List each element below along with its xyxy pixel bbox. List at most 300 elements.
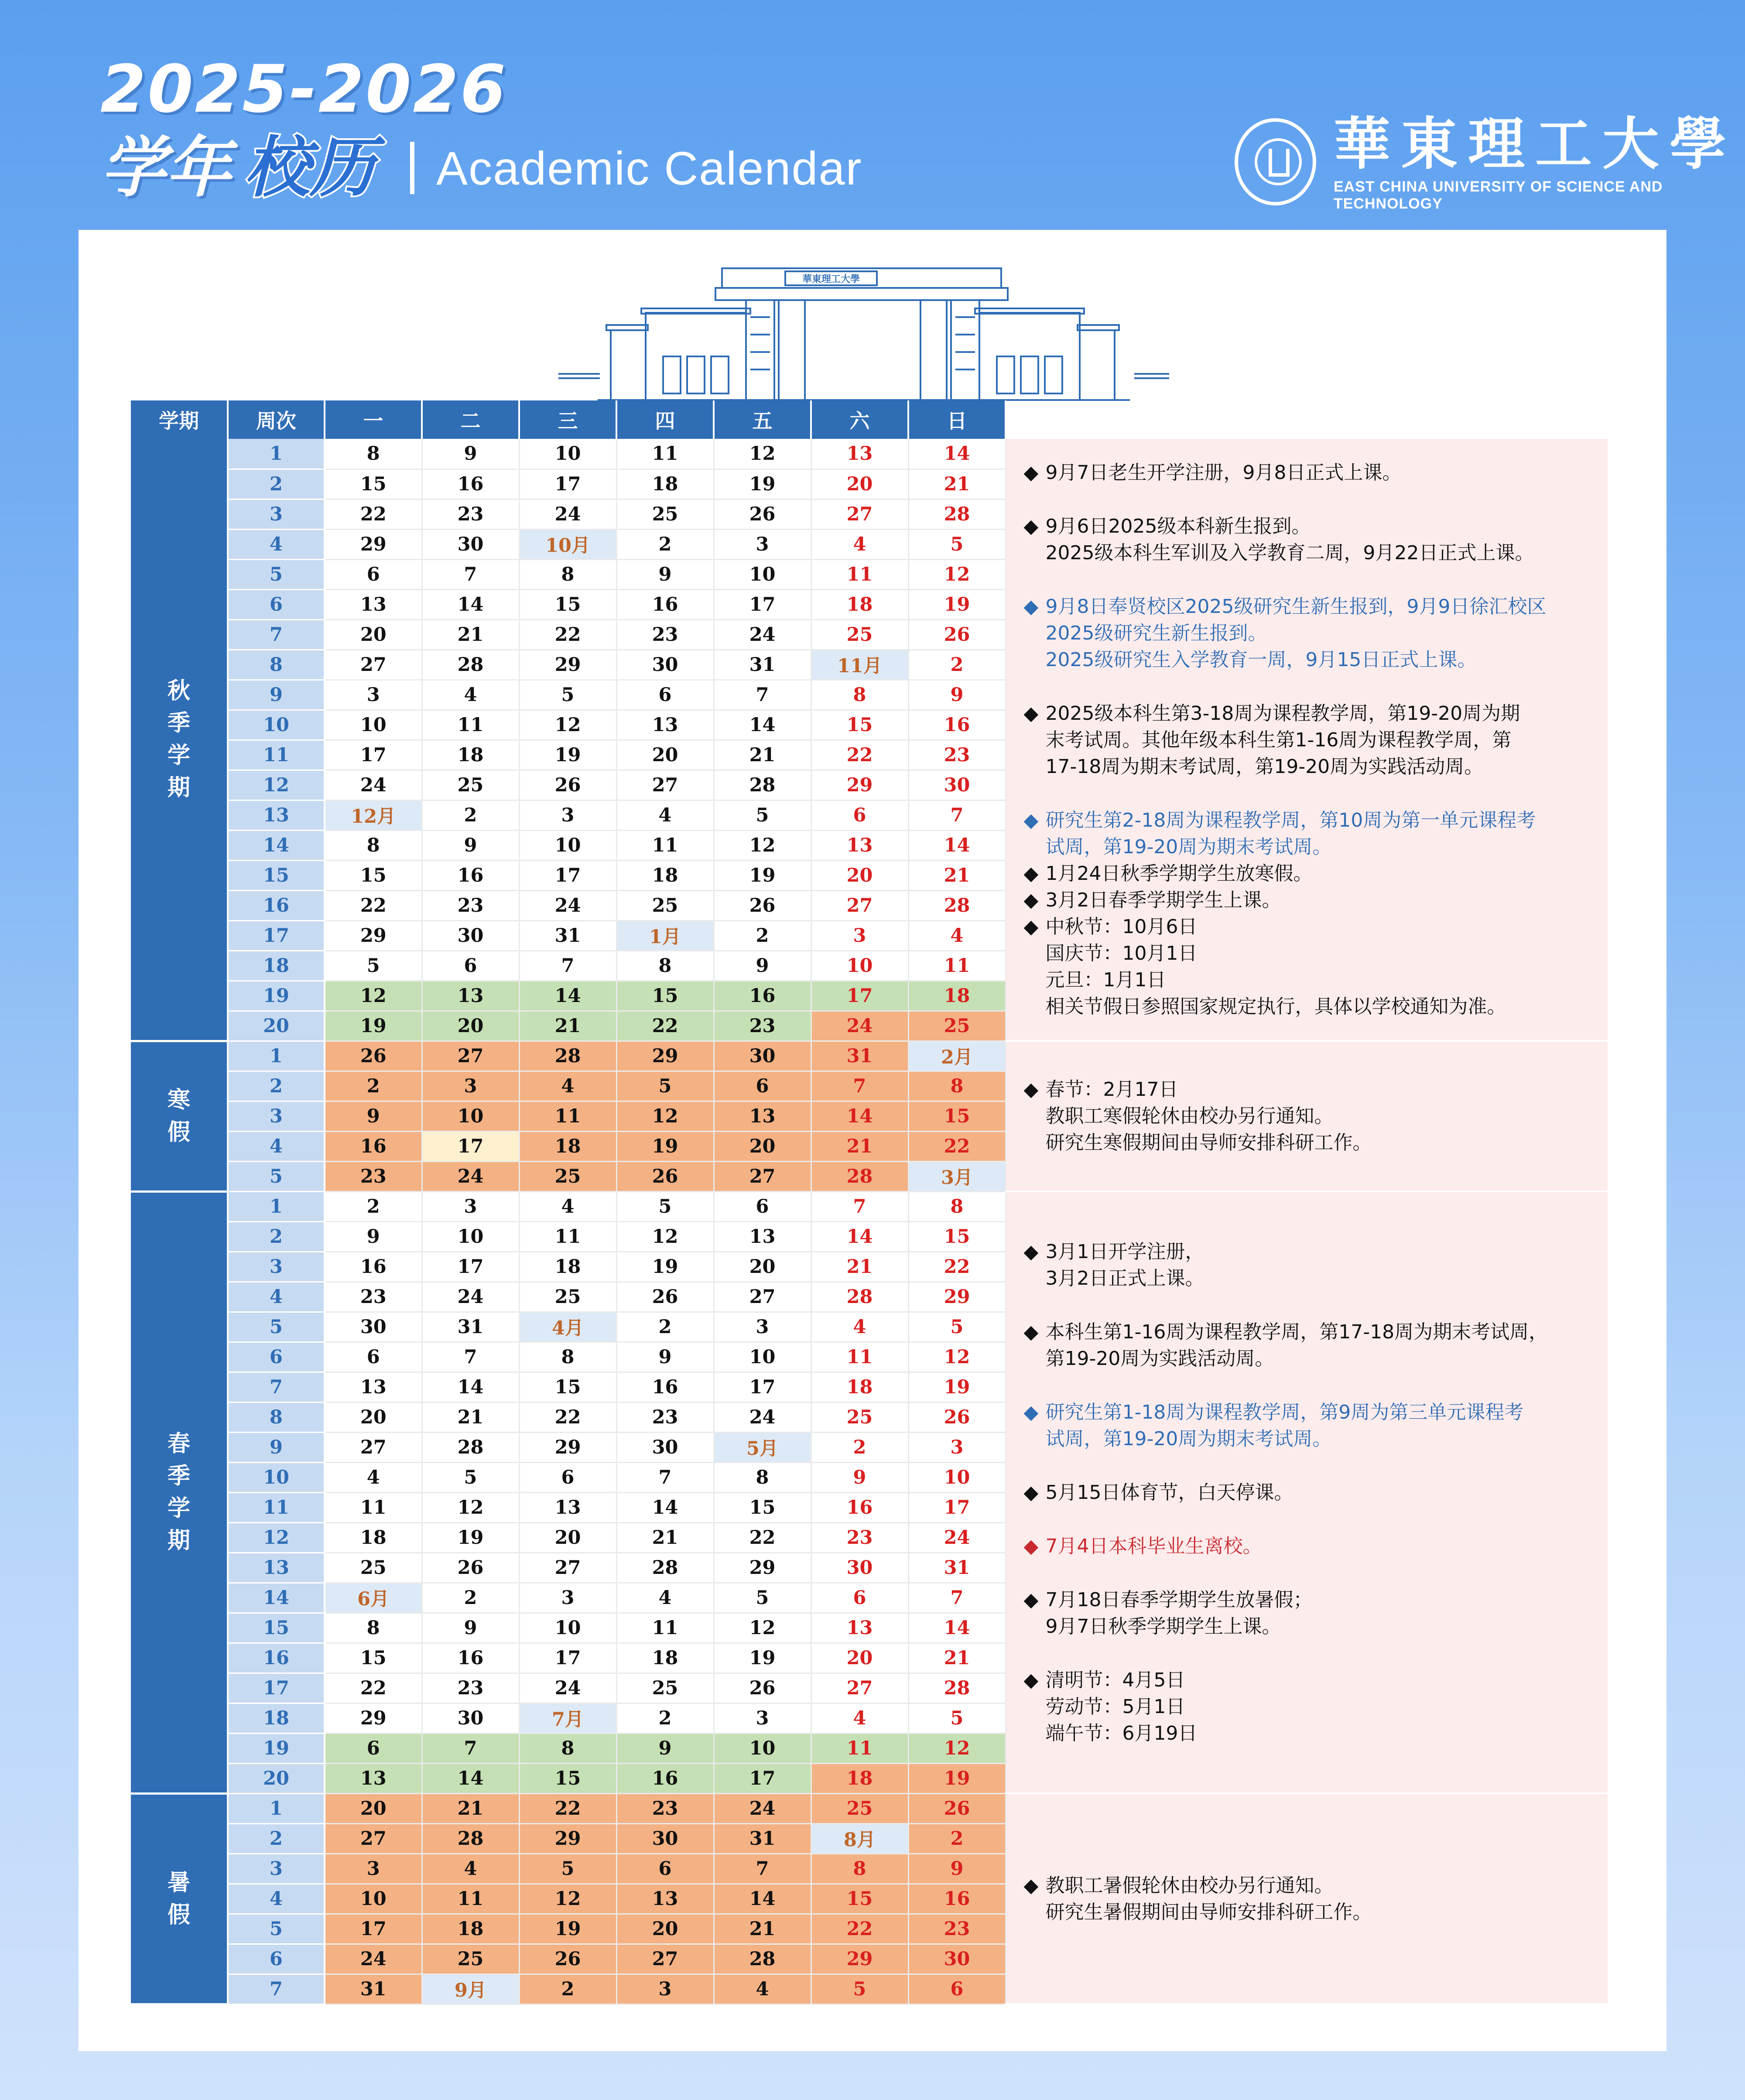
day-cell: 19	[714, 1643, 811, 1673]
day-cell: 7	[811, 1071, 908, 1101]
day-cell: 22	[519, 1793, 616, 1823]
note-text: 2025级本科生第3-18周为课程教学周，第19-20周为期 末考试周。其他年级本科生第1-16周为课程教学周，第 17-18周为期末考试周，第19-20周为实践活动周。	[1045, 702, 1520, 778]
day-cell: 4	[519, 1071, 616, 1101]
day-cell: 7	[422, 1733, 519, 1763]
day-cell: 5	[616, 1191, 714, 1221]
year-title: 2025-2026	[100, 51, 508, 127]
day-cell: 5	[519, 1854, 616, 1884]
day-cell: 19	[422, 1522, 519, 1553]
day-cell: 6	[325, 1342, 422, 1372]
day-cell: 4	[616, 800, 714, 830]
day-cell: 27	[811, 890, 908, 920]
week-number: 5	[228, 1312, 325, 1342]
term-name-text: 暑假	[167, 1869, 190, 1928]
day-cell: 2月	[908, 1041, 1006, 1071]
day-cell: 2	[519, 1974, 616, 2004]
day-cell: 16	[616, 1372, 714, 1402]
day-cell: 13	[325, 1763, 422, 1793]
day-cell: 29	[325, 529, 422, 559]
week-number: 7	[228, 1372, 325, 1402]
day-cell: 25	[519, 1161, 616, 1191]
week-number: 10	[228, 1462, 325, 1492]
day-cell: 6	[714, 1191, 811, 1221]
day-cell: 28	[714, 770, 811, 800]
day-cell: 31	[811, 1041, 908, 1071]
day-cell: 2	[908, 1823, 1006, 1854]
note-item	[1024, 807, 1591, 860]
day-cell: 24	[908, 1522, 1006, 1553]
day-cell: 21	[422, 1793, 519, 1823]
header-day-2: 一	[325, 400, 422, 439]
day-cell: 9	[616, 559, 714, 589]
day-cell: 9	[908, 680, 1006, 710]
day-cell: 16	[325, 1131, 422, 1161]
note-text: 本科生第1-16周为课程教学周，第17-18周为期末考试周， 第19-20周为实践活动周。	[1045, 1320, 1548, 1370]
diamond-bullet-icon: ◆	[1023, 1481, 1039, 1504]
day-cell: 22	[811, 1914, 908, 1944]
diamond-bullet-icon: ◆	[1023, 515, 1039, 537]
day-cell: 18	[908, 981, 1006, 1011]
day-cell: 29	[714, 1553, 811, 1583]
day-cell: 20	[325, 619, 422, 650]
day-cell: 7	[616, 1462, 714, 1492]
day-cell: 21	[908, 469, 1006, 499]
day-cell: 25	[811, 1793, 908, 1823]
day-cell: 21	[422, 1402, 519, 1432]
week-number: 15	[228, 1613, 325, 1643]
week-number: 20	[228, 1763, 325, 1793]
day-cell: 29	[811, 1944, 908, 1974]
day-cell: 17	[422, 1252, 519, 1282]
day-cell: 21	[908, 860, 1006, 890]
day-cell: 24	[519, 1673, 616, 1703]
note-text: 3月1日开学注册， 3月2日正式上课。	[1045, 1240, 1204, 1289]
day-cell: 3	[616, 1974, 714, 2004]
note-item	[1024, 1587, 1591, 1640]
note-text: 中秋节：10月6日 国庆节：10月1日 元旦：1月1日 相关节假日参照国家规定执行，具体以学校通知为准。	[1045, 915, 1506, 1018]
day-cell: 27	[422, 1041, 519, 1071]
day-cell: 31	[422, 1312, 519, 1342]
week-number: 1	[228, 1191, 325, 1221]
day-cell: 18	[811, 589, 908, 619]
day-cell: 14	[811, 1101, 908, 1131]
day-cell: 8月	[811, 1823, 908, 1854]
week-number: 6	[228, 589, 325, 619]
day-cell: 3月	[908, 1161, 1006, 1191]
term-name	[131, 439, 228, 1041]
day-cell: 6	[616, 680, 714, 710]
day-cell: 8	[616, 951, 714, 981]
day-cell: 18	[811, 1372, 908, 1402]
note-item	[1024, 1399, 1591, 1452]
day-cell: 10	[714, 1733, 811, 1763]
day-cell: 4	[325, 1462, 422, 1492]
header-term: 学期	[131, 400, 228, 439]
day-cell: 2	[616, 1703, 714, 1733]
week-number: 4	[228, 1131, 325, 1161]
note-item	[1024, 513, 1591, 566]
day-cell: 6	[422, 951, 519, 981]
day-cell: 27	[616, 1944, 714, 1974]
day-cell: 11月	[811, 650, 908, 680]
day-cell: 12	[616, 1221, 714, 1252]
day-cell: 14	[519, 981, 616, 1011]
day-cell: 22	[908, 1252, 1006, 1282]
day-cell: 20	[811, 860, 908, 890]
day-cell: 5	[908, 529, 1006, 559]
day-cell: 9	[811, 1462, 908, 1492]
day-cell: 23	[325, 1282, 422, 1312]
day-cell: 5	[519, 680, 616, 710]
week-number: 7	[228, 619, 325, 650]
note-item	[1024, 1667, 1591, 1747]
xuenian-text: 学年	[100, 130, 232, 206]
day-cell: 16	[811, 1492, 908, 1522]
day-cell: 24	[325, 1944, 422, 1974]
day-cell: 23	[325, 1161, 422, 1191]
day-cell: 23	[616, 1402, 714, 1432]
week-number: 2	[228, 1071, 325, 1101]
day-cell: 23	[811, 1522, 908, 1553]
day-cell: 7	[908, 1583, 1006, 1613]
day-cell: 4	[422, 680, 519, 710]
diamond-bullet-icon: ◆	[1023, 1078, 1039, 1101]
header-day-6: 五	[714, 400, 811, 439]
day-cell: 3	[325, 680, 422, 710]
day-cell: 3	[325, 1854, 422, 1884]
day-cell: 21	[811, 1252, 908, 1282]
day-cell: 8	[519, 1733, 616, 1763]
note-item	[1024, 860, 1591, 887]
university-logo	[1235, 111, 1745, 212]
day-cell: 6	[811, 800, 908, 830]
day-cell: 12	[908, 1342, 1006, 1372]
day-cell: 12	[714, 830, 811, 860]
week-number: 19	[228, 1733, 325, 1763]
day-cell: 10	[519, 830, 616, 860]
day-cell: 26	[519, 770, 616, 800]
day-cell: 26	[714, 1673, 811, 1703]
day-cell: 16	[714, 981, 811, 1011]
day-cell: 23	[714, 1011, 811, 1041]
day-cell: 30	[616, 1432, 714, 1462]
day-cell: 29	[908, 1282, 1006, 1312]
note-text: 5月15日体育节，白天停课。	[1045, 1481, 1293, 1504]
day-cell: 8	[519, 1342, 616, 1372]
note-item	[1024, 913, 1591, 1020]
day-cell: 30	[422, 1703, 519, 1733]
day-cell: 9	[616, 1733, 714, 1763]
day-cell: 13	[616, 710, 714, 740]
day-cell: 4	[811, 1703, 908, 1733]
day-cell: 26	[714, 890, 811, 920]
day-cell: 13	[811, 439, 908, 469]
day-cell: 11	[908, 951, 1006, 981]
note-item	[1024, 700, 1591, 780]
term-name	[131, 1793, 228, 2004]
day-cell: 4	[519, 1191, 616, 1221]
english-title: Academic Calendar	[436, 141, 862, 195]
note-text: 春节：2月17日 教职工寒假轮休由校办另行通知。 研究生寒假期间由导师安排科研工作。	[1045, 1078, 1372, 1154]
day-cell: 23	[422, 890, 519, 920]
day-cell: 15	[811, 1884, 908, 1914]
day-cell: 16	[325, 1252, 422, 1282]
day-cell: 25	[325, 1553, 422, 1583]
day-cell: 18	[519, 1131, 616, 1161]
week-number: 12	[228, 770, 325, 800]
university-seal-icon	[1235, 118, 1316, 205]
day-cell: 16	[616, 1763, 714, 1793]
day-cell: 21	[811, 1131, 908, 1161]
day-cell: 7	[422, 559, 519, 589]
day-cell: 28	[811, 1282, 908, 1312]
week-number: 11	[228, 1492, 325, 1522]
day-cell: 10	[714, 1342, 811, 1372]
day-cell: 11	[519, 1221, 616, 1252]
note-item	[1024, 593, 1591, 673]
day-cell: 11	[811, 1342, 908, 1372]
day-cell: 8	[325, 830, 422, 860]
day-cell: 15	[325, 469, 422, 499]
day-cell: 6月	[325, 1583, 422, 1613]
term-name	[131, 1041, 228, 1191]
week-number: 10	[228, 710, 325, 740]
week-number: 13	[228, 1553, 325, 1583]
day-cell: 3	[422, 1071, 519, 1101]
note-item	[1024, 1076, 1591, 1156]
day-cell: 17	[519, 1643, 616, 1673]
day-cell: 25	[616, 499, 714, 529]
calendar-table	[131, 400, 1608, 2005]
day-cell: 28	[811, 1161, 908, 1191]
day-cell: 22	[616, 1011, 714, 1041]
day-cell: 2	[616, 529, 714, 559]
day-cell: 5	[811, 1974, 908, 2004]
week-number: 4	[228, 529, 325, 559]
day-cell: 27	[811, 1673, 908, 1703]
diamond-bullet-icon: ◆	[1023, 1588, 1039, 1611]
note-item	[1024, 1533, 1591, 1560]
day-cell: 11	[422, 1884, 519, 1914]
day-cell: 28	[422, 1432, 519, 1462]
title-separator	[410, 142, 414, 194]
day-cell: 28	[422, 650, 519, 680]
day-cell: 27	[519, 1553, 616, 1583]
day-cell: 8	[908, 1071, 1006, 1101]
day-cell: 10	[325, 710, 422, 740]
day-cell: 7	[422, 1342, 519, 1372]
day-cell: 12	[325, 981, 422, 1011]
week-number: 6	[228, 1342, 325, 1372]
week-number: 1	[228, 439, 325, 469]
week-number: 5	[228, 1161, 325, 1191]
day-cell: 15	[325, 1643, 422, 1673]
day-cell: 19	[616, 1131, 714, 1161]
day-cell: 4	[811, 1312, 908, 1342]
day-cell: 27	[616, 770, 714, 800]
table-row	[131, 1191, 1608, 1221]
day-cell: 18	[616, 1643, 714, 1673]
day-cell: 15	[908, 1221, 1006, 1252]
header-notes-spacer	[1006, 400, 1608, 439]
diamond-bullet-icon: ◆	[1023, 1535, 1039, 1557]
day-cell: 25	[616, 1673, 714, 1703]
week-number: 3	[228, 1252, 325, 1282]
day-cell: 4	[811, 529, 908, 559]
term-name-text: 秋季学期	[167, 677, 190, 801]
day-cell: 7	[519, 951, 616, 981]
day-cell: 24	[519, 499, 616, 529]
day-cell: 12	[908, 1733, 1006, 1763]
day-cell: 3	[519, 1583, 616, 1613]
day-cell: 5	[908, 1703, 1006, 1733]
day-cell: 2	[422, 1583, 519, 1613]
day-cell: 19	[519, 740, 616, 770]
diamond-bullet-icon: ◆	[1023, 1669, 1039, 1691]
diamond-bullet-icon: ◆	[1023, 461, 1039, 484]
day-cell: 4月	[519, 1312, 616, 1342]
day-cell: 26	[616, 1282, 714, 1312]
term-notes	[1006, 1793, 1608, 2004]
day-cell: 14	[908, 439, 1006, 469]
day-cell: 1月	[616, 920, 714, 951]
day-cell: 19	[519, 1914, 616, 1944]
day-cell: 9	[714, 951, 811, 981]
day-cell: 15	[616, 981, 714, 1011]
day-cell: 20	[519, 1522, 616, 1553]
day-cell: 11	[811, 559, 908, 589]
note-item	[1024, 1479, 1591, 1506]
day-cell: 24	[325, 770, 422, 800]
week-number: 2	[228, 469, 325, 499]
day-cell: 28	[908, 1673, 1006, 1703]
day-cell: 5	[325, 951, 422, 981]
day-cell: 15	[519, 1372, 616, 1402]
note-text: 1月24日秋季学期学生放寒假。	[1045, 862, 1313, 885]
diamond-bullet-icon: ◆	[1023, 809, 1039, 831]
term-name-text: 春季学期	[167, 1431, 190, 1554]
day-cell: 13	[811, 830, 908, 860]
day-cell: 18	[519, 1252, 616, 1282]
note-text: 研究生第2-18周为课程教学周，第10周为第一单元课程考 试周，第19-20周为期末考试周。	[1045, 809, 1536, 858]
day-cell: 3	[811, 920, 908, 951]
day-cell: 12	[616, 1101, 714, 1131]
day-cell: 11	[519, 1101, 616, 1131]
day-cell: 21	[714, 1914, 811, 1944]
week-number: 17	[228, 1673, 325, 1703]
title-line2	[100, 131, 862, 205]
day-cell: 14	[422, 1763, 519, 1793]
day-cell: 10	[422, 1221, 519, 1252]
logo-chinese-name: 華東理工大學	[1333, 110, 1737, 177]
day-cell: 19	[714, 469, 811, 499]
day-cell: 13	[519, 1492, 616, 1522]
day-cell: 16	[422, 1643, 519, 1673]
week-number: 5	[228, 559, 325, 589]
day-cell: 14	[422, 589, 519, 619]
day-cell: 26	[908, 1402, 1006, 1432]
week-number: 3	[228, 499, 325, 529]
day-cell: 31	[908, 1553, 1006, 1583]
day-cell: 29	[325, 1703, 422, 1733]
day-cell: 29	[519, 650, 616, 680]
week-number: 8	[228, 1402, 325, 1432]
term-notes	[1006, 439, 1608, 1041]
week-number: 7	[228, 1974, 325, 2004]
day-cell: 20	[811, 1643, 908, 1673]
day-cell: 17	[908, 1492, 1006, 1522]
day-cell: 22	[325, 1673, 422, 1703]
day-cell: 24	[422, 1161, 519, 1191]
day-cell: 17	[714, 1763, 811, 1793]
day-cell: 20	[714, 1131, 811, 1161]
day-cell: 17	[325, 740, 422, 770]
day-cell: 29	[519, 1823, 616, 1854]
day-cell: 22	[325, 499, 422, 529]
day-cell: 25	[908, 1011, 1006, 1041]
day-cell: 15	[811, 710, 908, 740]
week-number: 8	[228, 650, 325, 680]
day-cell: 25	[616, 890, 714, 920]
day-cell: 26	[714, 499, 811, 529]
day-cell: 29	[811, 770, 908, 800]
day-cell: 8	[519, 559, 616, 589]
day-cell: 30	[422, 529, 519, 559]
day-cell: 29	[519, 1432, 616, 1462]
day-cell: 30	[616, 1823, 714, 1854]
week-number: 4	[228, 1282, 325, 1312]
day-cell: 3	[714, 1703, 811, 1733]
day-cell: 3	[714, 1312, 811, 1342]
day-cell: 8	[714, 1462, 811, 1492]
day-cell: 12	[908, 559, 1006, 589]
note-item	[1024, 1319, 1591, 1372]
week-number: 9	[228, 680, 325, 710]
day-cell: 4	[908, 920, 1006, 951]
day-cell: 9	[422, 439, 519, 469]
day-cell: 20	[325, 1402, 422, 1432]
day-cell: 25	[422, 770, 519, 800]
day-cell: 24	[714, 619, 811, 650]
day-cell: 27	[714, 1161, 811, 1191]
note-item	[1024, 887, 1591, 913]
day-cell: 7	[714, 680, 811, 710]
note-item	[1024, 459, 1591, 486]
day-cell: 20	[811, 469, 908, 499]
diamond-bullet-icon: ◆	[1023, 915, 1039, 938]
day-cell: 21	[616, 1522, 714, 1553]
day-cell: 24	[714, 1793, 811, 1823]
diamond-bullet-icon: ◆	[1023, 1401, 1039, 1423]
week-number: 2	[228, 1221, 325, 1252]
logo-english-name: EAST CHINA UNIVERSITY OF SCIENCE AND TECHNOLOGY	[1333, 178, 1663, 212]
day-cell: 17	[714, 1372, 811, 1402]
day-cell: 12	[519, 710, 616, 740]
day-cell: 13	[616, 1884, 714, 1914]
note-text: 3月2日春季学期学生上课。	[1045, 889, 1281, 911]
note-text: 清明节：4月5日 劳动节：5月1日 端午节：6月19日	[1045, 1669, 1198, 1744]
day-cell: 2	[422, 800, 519, 830]
day-cell: 10	[422, 1101, 519, 1131]
day-cell: 11	[616, 1613, 714, 1643]
day-cell: 5	[422, 1462, 519, 1492]
term-notes	[1006, 1191, 1608, 1793]
day-cell: 6	[325, 559, 422, 589]
campus-gate-illustration	[558, 247, 1169, 417]
day-cell: 9	[325, 1101, 422, 1131]
header-day-5: 四	[616, 400, 714, 439]
note-text: 7月4日本科毕业生离校。	[1045, 1535, 1262, 1557]
